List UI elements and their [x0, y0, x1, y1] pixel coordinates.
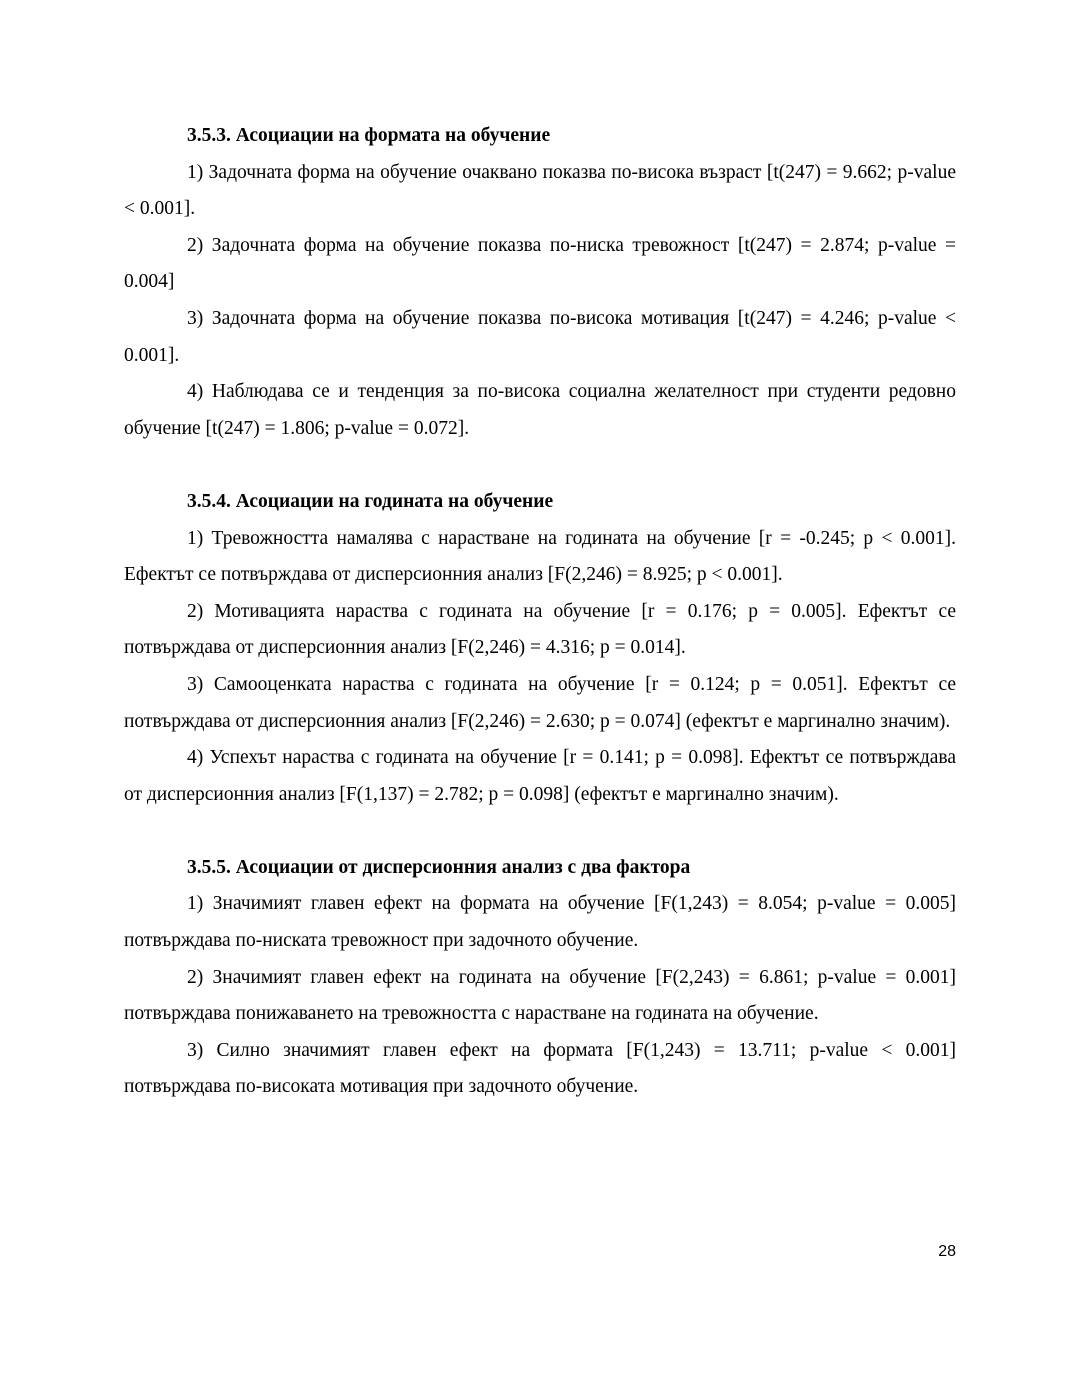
paragraph: 3) Силно значимият главен ефект на формата [F(1,243) = 13.711; p-value < 0.001] потвърждава по-високата мотивация при задочното обучение. — [124, 1039, 956, 1098]
section-3-5-5 — [124, 850, 956, 1106]
section-3-5-3 — [124, 118, 956, 447]
section-heading: 3.5.5. Асоциации от дисперсионния анализ с два фактора — [187, 856, 691, 878]
paragraph: 4) Успехът нараства с годината на обучение [r = 0.141; p = 0.098]. Ефектът се потвърждава от дисперсионния анализ [F(1,137) = 2.782; p = 0.098] (ефектът е маргинално значим). — [124, 747, 956, 805]
paragraph: 2) Мотивацията нараства с годината на обучение [r = 0.176; p = 0.005]. Ефектът се потвърждава от дисперсионния анализ [F(2,246) = 4.316; p = 0.014]. — [124, 600, 956, 659]
section-3-5-4 — [124, 484, 956, 813]
section-heading: 3.5.3. Асоциации на формата на обучение — [187, 125, 551, 146]
page-number: 28 — [938, 1243, 956, 1260]
paragraph: 1) Задочната форма на обучение очаквано показва по-висока възраст [t(247) = 9.662; p-value < 0.001]. — [124, 161, 956, 220]
paragraph: 2) Значимият главен ефект на годината на обучение [F(2,243) = 6.861; p-value = 0.001] потвърждава понижаването на тревожността с нарастване на годината на обучение. — [124, 966, 956, 1025]
paragraph: 1) Значимият главен ефект на формата на обучение [F(1,243) = 8.054; p-value = 0.005] потвърждава по-ниската тревожност при задочното обучение. — [124, 893, 956, 952]
paragraph: 3) Самооценката нараства с годината на обучение [r = 0.124; p = 0.051]. Ефектът се потвърждава от дисперсионния анализ [F(2,246) = 2.630; p = 0.074] (ефектът е маргинално значим). — [124, 673, 956, 732]
paragraph: 3) Задочната форма на обучение показва по-висока мотивация [t(247) = 4.246; p-value < 0.001]. — [124, 307, 956, 366]
section-heading: 3.5.4. Асоциации на годината на обучение — [187, 490, 554, 512]
paragraph: 4) Наблюдава се и тенденция за по-висока социална желателност при студенти редовно обучение [t(247) = 1.806; p-value = 0.072]. — [124, 381, 956, 439]
paragraph: 2) Задочната форма на обучение показва по-ниска тревожност [t(247) = 2.874; p-value = 0.004] — [124, 234, 956, 293]
paragraph: 1) Тревожността намалява с нарастване на годината на обучение [r = -0.245; p < 0.001]. Ефектът се потвърждава от дисперсионния анализ [F(2,246) = 8.925; p < 0.001]. — [124, 527, 956, 586]
